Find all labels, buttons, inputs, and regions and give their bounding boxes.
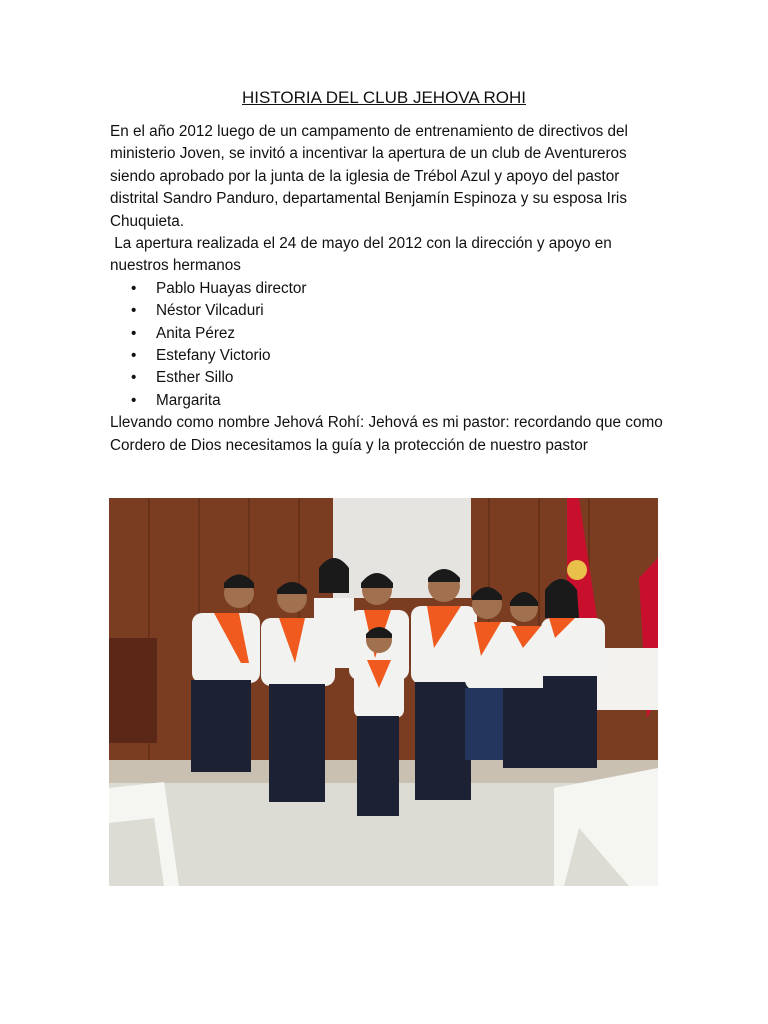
group-photo bbox=[109, 498, 658, 886]
list-item: • Anita Pérez bbox=[110, 323, 670, 345]
bullet: • bbox=[131, 302, 137, 320]
list-item: • Margarita bbox=[110, 390, 670, 412]
group-photo-illustration bbox=[109, 498, 658, 886]
paragraph-opening: La apertura realizada el 24 de mayo del 2012 con la dirección y apoyo en nuestros hermanos bbox=[110, 235, 616, 275]
document-title: HISTORIA DEL CLUB JEHOVA ROHI bbox=[241, 88, 527, 107]
list-item: • Estefany Victorio bbox=[110, 345, 670, 367]
list-item: • Néstor Vilcaduri bbox=[110, 300, 670, 322]
bullet: • bbox=[131, 391, 137, 409]
paragraph-intro: En el año 2012 luego de un campamento de entrenamiento de directivos del ministerio Joven, se invitó a incentivar la apertura de un club de Aventureros siendo aprobado por la junta de la iglesia de Trébol Azul y apoyo del pastor distrital Sandro Panduro, departamental Benjamín Espinoza y su esposa Iris Chuquieta. bbox=[110, 123, 628, 230]
paragraph-name-meaning: Llevando como nombre Jehová Rohí: Jehová es mi pastor: recordando que como Cordero de Dios necesitamos la guía y la protección de nuestro pastor bbox=[110, 414, 663, 454]
list-item: • Pablo Huayas director bbox=[110, 278, 670, 300]
bullet: • bbox=[131, 347, 137, 365]
members-list bbox=[110, 278, 670, 412]
bullet: • bbox=[131, 369, 137, 387]
list-item: • Esther Sillo bbox=[110, 367, 670, 389]
document-body bbox=[110, 121, 670, 457]
bullet: • bbox=[131, 324, 137, 342]
bullet: • bbox=[131, 279, 137, 297]
